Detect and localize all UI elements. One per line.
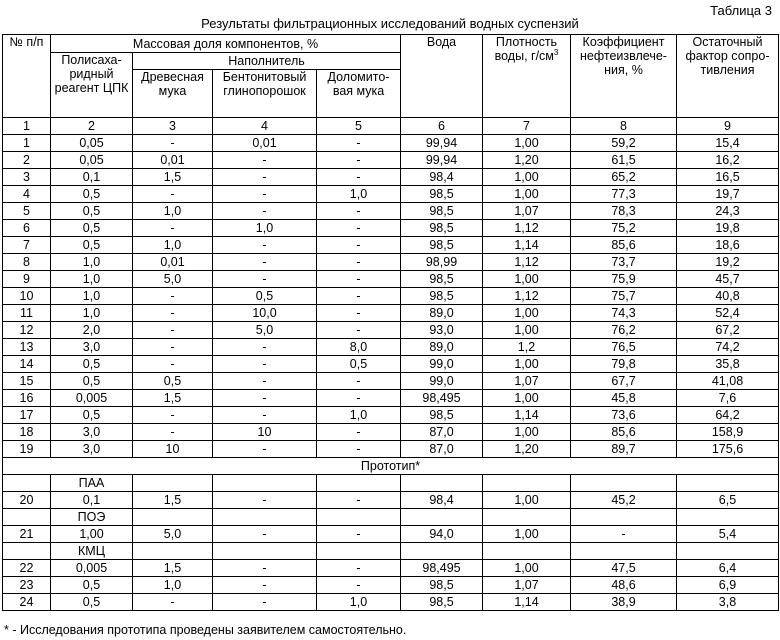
empty-cell: [483, 509, 571, 526]
table-cell: 65,2: [571, 169, 677, 186]
table-cell: -: [213, 577, 317, 594]
table-cell: 5,0: [133, 526, 213, 543]
table-cell: 3,0: [51, 339, 133, 356]
row-number: 22: [3, 560, 51, 577]
table-cell: -: [317, 203, 401, 220]
table-cell: 1,00: [483, 186, 571, 203]
row-number: 23: [3, 577, 51, 594]
table-cell: 1,00: [483, 492, 571, 509]
header-oil-recovery: Коэффициент нефтеизвлече-ния, %: [571, 35, 677, 118]
row-number: 14: [3, 356, 51, 373]
table-cell: 6,9: [677, 577, 779, 594]
results-table: [2, 34, 779, 611]
table-row: [3, 152, 779, 169]
table-cell: 19,7: [677, 186, 779, 203]
table-cell: 0,1: [51, 492, 133, 509]
empty-cell: [317, 475, 401, 492]
table-cell: 19,8: [677, 220, 779, 237]
row-number: 1: [3, 135, 51, 152]
empty-cell: [133, 543, 213, 560]
table-cell: 3,8: [677, 594, 779, 611]
table-cell: 1,00: [483, 356, 571, 373]
table-cell: -: [213, 441, 317, 458]
table-cell: 1,00: [483, 526, 571, 543]
table-cell: 1,07: [483, 577, 571, 594]
table-cell: -: [317, 526, 401, 543]
table-cell: 98,495: [401, 390, 483, 407]
table-cell: 94,0: [401, 526, 483, 543]
table-row: [3, 407, 779, 424]
row-number: 18: [3, 424, 51, 441]
column-number-row: [3, 118, 779, 135]
table-cell: 77,3: [571, 186, 677, 203]
table-cell: 38,9: [571, 594, 677, 611]
table-cell: 3,0: [51, 441, 133, 458]
table-cell: 1,5: [133, 560, 213, 577]
table-row: [3, 186, 779, 203]
table-cell: 99,94: [401, 152, 483, 169]
table-cell: 1,0: [51, 254, 133, 271]
column-number: 6: [401, 118, 483, 135]
column-number: 2: [51, 118, 133, 135]
table-row: [3, 220, 779, 237]
column-number: 4: [213, 118, 317, 135]
row-number: 24: [3, 594, 51, 611]
table-cell: 0,5: [213, 288, 317, 305]
table-cell: 158,9: [677, 424, 779, 441]
table-cell: 98,5: [401, 220, 483, 237]
table-cell: -: [213, 560, 317, 577]
empty-cell: [483, 543, 571, 560]
table-row: [3, 305, 779, 322]
table-cell: 76,2: [571, 322, 677, 339]
table-cell: 0,5: [51, 407, 133, 424]
column-number: 8: [571, 118, 677, 135]
table-cell: 0,05: [51, 152, 133, 169]
row-number: 2: [3, 152, 51, 169]
table-cell: 98,99: [401, 254, 483, 271]
table-cell: -: [317, 390, 401, 407]
table-cell: 85,6: [571, 237, 677, 254]
table-cell: 45,8: [571, 390, 677, 407]
table-cell: 1,12: [483, 254, 571, 271]
row-number: 16: [3, 390, 51, 407]
table-cell: -: [317, 424, 401, 441]
table-cell: 0,5: [51, 577, 133, 594]
table-cell: 67,7: [571, 373, 677, 390]
header-density-sup: 3: [553, 47, 559, 57]
table-row: [3, 271, 779, 288]
table-cell: -: [317, 220, 401, 237]
table-row: [3, 390, 779, 407]
table-cell: 89,0: [401, 339, 483, 356]
empty-cell: [677, 475, 779, 492]
table-cell: 0,5: [317, 356, 401, 373]
table-cell: 67,2: [677, 322, 779, 339]
table-cell: -: [317, 288, 401, 305]
row-number: 15: [3, 373, 51, 390]
table-cell: 1,00: [483, 560, 571, 577]
table-cell: 59,2: [571, 135, 677, 152]
row-number: 4: [3, 186, 51, 203]
table-cell: -: [133, 407, 213, 424]
reagent-name: ПОЭ: [51, 509, 133, 526]
table-cell: 74,3: [571, 305, 677, 322]
table-row: [3, 322, 779, 339]
table-cell: 1,0: [133, 237, 213, 254]
table-cell: 1,0: [213, 220, 317, 237]
empty-cell: [213, 509, 317, 526]
row-number: 11: [3, 305, 51, 322]
table-cell: -: [317, 322, 401, 339]
table-cell: 98,4: [401, 492, 483, 509]
table-cell: -: [133, 339, 213, 356]
table-cell: -: [317, 271, 401, 288]
table-title: Результаты фильтрационных исследований водных суспензий: [201, 16, 579, 31]
table-cell: 75,7: [571, 288, 677, 305]
table-cell: 6,4: [677, 560, 779, 577]
table-cell: 1,07: [483, 203, 571, 220]
table-row: [3, 441, 779, 458]
table-cell: -: [133, 424, 213, 441]
empty-cell: [317, 543, 401, 560]
table-cell: -: [213, 237, 317, 254]
empty-cell: [3, 543, 51, 560]
table-cell: 93,0: [401, 322, 483, 339]
table-cell: 0,01: [213, 135, 317, 152]
header-bentonite: Бентонитовый глинопорошок: [213, 70, 317, 118]
table-cell: -: [133, 356, 213, 373]
table-row: [3, 424, 779, 441]
row-number: 19: [3, 441, 51, 458]
table-cell: 8,0: [317, 339, 401, 356]
empty-cell: [133, 475, 213, 492]
row-number: 12: [3, 322, 51, 339]
table-row: [3, 288, 779, 305]
empty-cell: [401, 475, 483, 492]
table-cell: 1,0: [51, 271, 133, 288]
table-row: [3, 526, 779, 543]
table-cell: -: [213, 271, 317, 288]
table-cell: 1,00: [51, 526, 133, 543]
empty-cell: [3, 475, 51, 492]
table-cell: -: [317, 560, 401, 577]
column-number: 3: [133, 118, 213, 135]
table-cell: 0,1: [51, 169, 133, 186]
table-cell: -: [213, 186, 317, 203]
table-cell: -: [213, 339, 317, 356]
table-cell: -: [317, 237, 401, 254]
empty-cell: [571, 543, 677, 560]
table-cell: -: [317, 577, 401, 594]
table-cell: 45,2: [571, 492, 677, 509]
reagent-name: КМЦ: [51, 543, 133, 560]
table-cell: 1,0: [317, 594, 401, 611]
table-cell: 89,7: [571, 441, 677, 458]
table-cell: 175,6: [677, 441, 779, 458]
table-cell: 79,8: [571, 356, 677, 373]
table-cell: 0,5: [51, 220, 133, 237]
table-cell: 99,94: [401, 135, 483, 152]
table-cell: 16,2: [677, 152, 779, 169]
table-cell: 5,4: [677, 526, 779, 543]
table-row: [3, 203, 779, 220]
table-cell: 52,4: [677, 305, 779, 322]
table-cell: -: [213, 254, 317, 271]
table-cell: 1,0: [51, 288, 133, 305]
empty-cell: [317, 509, 401, 526]
table-cell: -: [317, 169, 401, 186]
table-cell: 98,5: [401, 288, 483, 305]
table-cell: 0,5: [51, 237, 133, 254]
table-cell: 1,5: [133, 492, 213, 509]
header-resistance: Остаточный фактор сопро-тивления: [677, 35, 779, 118]
table-cell: 99,0: [401, 356, 483, 373]
table-cell: 87,0: [401, 441, 483, 458]
table-cell: 74,2: [677, 339, 779, 356]
empty-cell: [401, 509, 483, 526]
table-cell: 75,9: [571, 271, 677, 288]
header-num: № п/п: [3, 35, 51, 118]
row-number: 21: [3, 526, 51, 543]
table-cell: 75,2: [571, 220, 677, 237]
table-cell: 1,14: [483, 237, 571, 254]
table-row: [3, 492, 779, 509]
empty-cell: [483, 475, 571, 492]
header-water: Вода: [401, 35, 483, 118]
table-cell: 1,00: [483, 390, 571, 407]
table-cell: 98,5: [401, 237, 483, 254]
table-cell: -: [213, 492, 317, 509]
empty-cell: [571, 509, 677, 526]
table-row: [3, 254, 779, 271]
header-mass-fraction: Массовая доля компонентов, %: [51, 35, 401, 53]
prototype-label: Прототип*: [3, 458, 779, 475]
table-row: [3, 577, 779, 594]
reagent-row: [3, 475, 779, 492]
header-polysaccharide: Полисаха-ридный реагент ЦПК: [51, 53, 133, 118]
table-cell: 0,005: [51, 390, 133, 407]
table-cell: 6,5: [677, 492, 779, 509]
table-cell: -: [317, 254, 401, 271]
table-cell: 3,0: [51, 424, 133, 441]
table-cell: 1,12: [483, 220, 571, 237]
table-cell: 1,5: [133, 169, 213, 186]
header-filler: Наполнитель: [133, 53, 401, 70]
empty-cell: [133, 509, 213, 526]
table-cell: -: [133, 186, 213, 203]
table-cell: 99,0: [401, 373, 483, 390]
table-cell: 1,0: [317, 186, 401, 203]
table-cell: 1,0: [317, 407, 401, 424]
table-cell: 98,5: [401, 203, 483, 220]
table-cell: 1,14: [483, 407, 571, 424]
footnote: * - Исследования прототипа проведены заявителем самостоятельно.: [4, 623, 407, 637]
table-cell: -: [133, 322, 213, 339]
table-cell: 0,5: [51, 594, 133, 611]
reagent-name: ПАА: [51, 475, 133, 492]
table-cell: -: [213, 152, 317, 169]
table-cell: 0,5: [133, 373, 213, 390]
table-cell: 1,0: [133, 577, 213, 594]
table-cell: 1,0: [133, 203, 213, 220]
table-cell: 98,5: [401, 271, 483, 288]
table-cell: -: [317, 135, 401, 152]
table-cell: 1,20: [483, 441, 571, 458]
table-cell: 1,00: [483, 135, 571, 152]
table-cell: 76,5: [571, 339, 677, 356]
table-cell: -: [571, 526, 677, 543]
column-number: 7: [483, 118, 571, 135]
table-cell: 64,2: [677, 407, 779, 424]
table-row: [3, 135, 779, 152]
table-cell: 98,5: [401, 594, 483, 611]
table-cell: 0,5: [51, 203, 133, 220]
table-cell: 1,5: [133, 390, 213, 407]
table-cell: 5,0: [133, 271, 213, 288]
reagent-row: [3, 543, 779, 560]
table-cell: 1,0: [51, 305, 133, 322]
reagent-row: [3, 509, 779, 526]
table-row: [3, 560, 779, 577]
table-cell: -: [213, 390, 317, 407]
table-cell: 1,20: [483, 152, 571, 169]
table-cell: 1,12: [483, 288, 571, 305]
table-cell: -: [213, 526, 317, 543]
table-row: [3, 339, 779, 356]
table-cell: -: [317, 441, 401, 458]
table-cell: -: [317, 492, 401, 509]
column-number: 5: [317, 118, 401, 135]
row-number: 3: [3, 169, 51, 186]
table-cell: 73,7: [571, 254, 677, 271]
table-cell: 73,6: [571, 407, 677, 424]
table-cell: 0,5: [51, 186, 133, 203]
row-number: 20: [3, 492, 51, 509]
header-dolomite: Доломито-вая мука: [317, 70, 401, 118]
table-cell: 1,00: [483, 271, 571, 288]
table-cell: 40,8: [677, 288, 779, 305]
table-cell: 47,5: [571, 560, 677, 577]
table-cell: 1,00: [483, 424, 571, 441]
table-cell: 0,5: [51, 356, 133, 373]
table-cell: 24,3: [677, 203, 779, 220]
table-cell: -: [317, 373, 401, 390]
row-number: 10: [3, 288, 51, 305]
table-cell: 98,5: [401, 577, 483, 594]
table-cell: -: [133, 288, 213, 305]
table-cell: 10: [133, 441, 213, 458]
table-cell: 48,6: [571, 577, 677, 594]
table-cell: -: [317, 305, 401, 322]
empty-cell: [213, 475, 317, 492]
table-cell: -: [213, 169, 317, 186]
header-wood-flour: Древесная мука: [133, 70, 213, 118]
table-cell: 0,005: [51, 560, 133, 577]
table-cell: 1,00: [483, 305, 571, 322]
table-cell: -: [213, 203, 317, 220]
row-number: 7: [3, 237, 51, 254]
header-density: [483, 35, 571, 118]
table-cell: 98,5: [401, 186, 483, 203]
table-cell: 1,07: [483, 373, 571, 390]
table-cell: 1,2: [483, 339, 571, 356]
empty-cell: [401, 543, 483, 560]
table-cell: 87,0: [401, 424, 483, 441]
table-cell: -: [317, 152, 401, 169]
table-row: [3, 594, 779, 611]
table-cell: -: [133, 305, 213, 322]
row-number: 5: [3, 203, 51, 220]
table-cell: 0,5: [51, 373, 133, 390]
table-cell: 45,7: [677, 271, 779, 288]
table-row: [3, 237, 779, 254]
table-cell: 85,6: [571, 424, 677, 441]
table-cell: 1,00: [483, 322, 571, 339]
table-cell: 2,0: [51, 322, 133, 339]
table-cell: 61,5: [571, 152, 677, 169]
table-cell: 10: [213, 424, 317, 441]
empty-cell: [3, 509, 51, 526]
table-cell: 35,8: [677, 356, 779, 373]
table-cell: 89,0: [401, 305, 483, 322]
table-cell: 98,4: [401, 169, 483, 186]
table-cell: -: [213, 594, 317, 611]
table-cell: 15,4: [677, 135, 779, 152]
table-cell: 41,08: [677, 373, 779, 390]
table-cell: 0,01: [133, 152, 213, 169]
table-cell: 10,0: [213, 305, 317, 322]
row-number: 8: [3, 254, 51, 271]
row-number: 13: [3, 339, 51, 356]
table-cell: 98,5: [401, 407, 483, 424]
table-cell: 19,2: [677, 254, 779, 271]
table-cell: 18,6: [677, 237, 779, 254]
row-number: 17: [3, 407, 51, 424]
table-row: [3, 169, 779, 186]
table-cell: 1,14: [483, 594, 571, 611]
row-number: 6: [3, 220, 51, 237]
table-cell: -: [213, 407, 317, 424]
table-cell: 0,05: [51, 135, 133, 152]
column-number: 9: [677, 118, 779, 135]
table-cell: 5,0: [213, 322, 317, 339]
table-cell: -: [133, 135, 213, 152]
empty-cell: [571, 475, 677, 492]
table-cell: 7,6: [677, 390, 779, 407]
table-cell: -: [213, 373, 317, 390]
table-cell: -: [213, 356, 317, 373]
table-cell: 98,495: [401, 560, 483, 577]
row-number: 9: [3, 271, 51, 288]
prototype-section-row: [3, 458, 779, 475]
header-density-text: Плотность воды, г/см: [494, 35, 558, 63]
table-caption: Таблица 3: [710, 3, 772, 18]
table-cell: 0,01: [133, 254, 213, 271]
table-cell: 16,5: [677, 169, 779, 186]
table-cell: 1,00: [483, 169, 571, 186]
table-row: [3, 373, 779, 390]
table-row: [3, 356, 779, 373]
table-cell: -: [133, 594, 213, 611]
empty-cell: [213, 543, 317, 560]
column-number: 1: [3, 118, 51, 135]
table-cell: -: [133, 220, 213, 237]
empty-cell: [677, 509, 779, 526]
table-cell: 78,3: [571, 203, 677, 220]
empty-cell: [677, 543, 779, 560]
